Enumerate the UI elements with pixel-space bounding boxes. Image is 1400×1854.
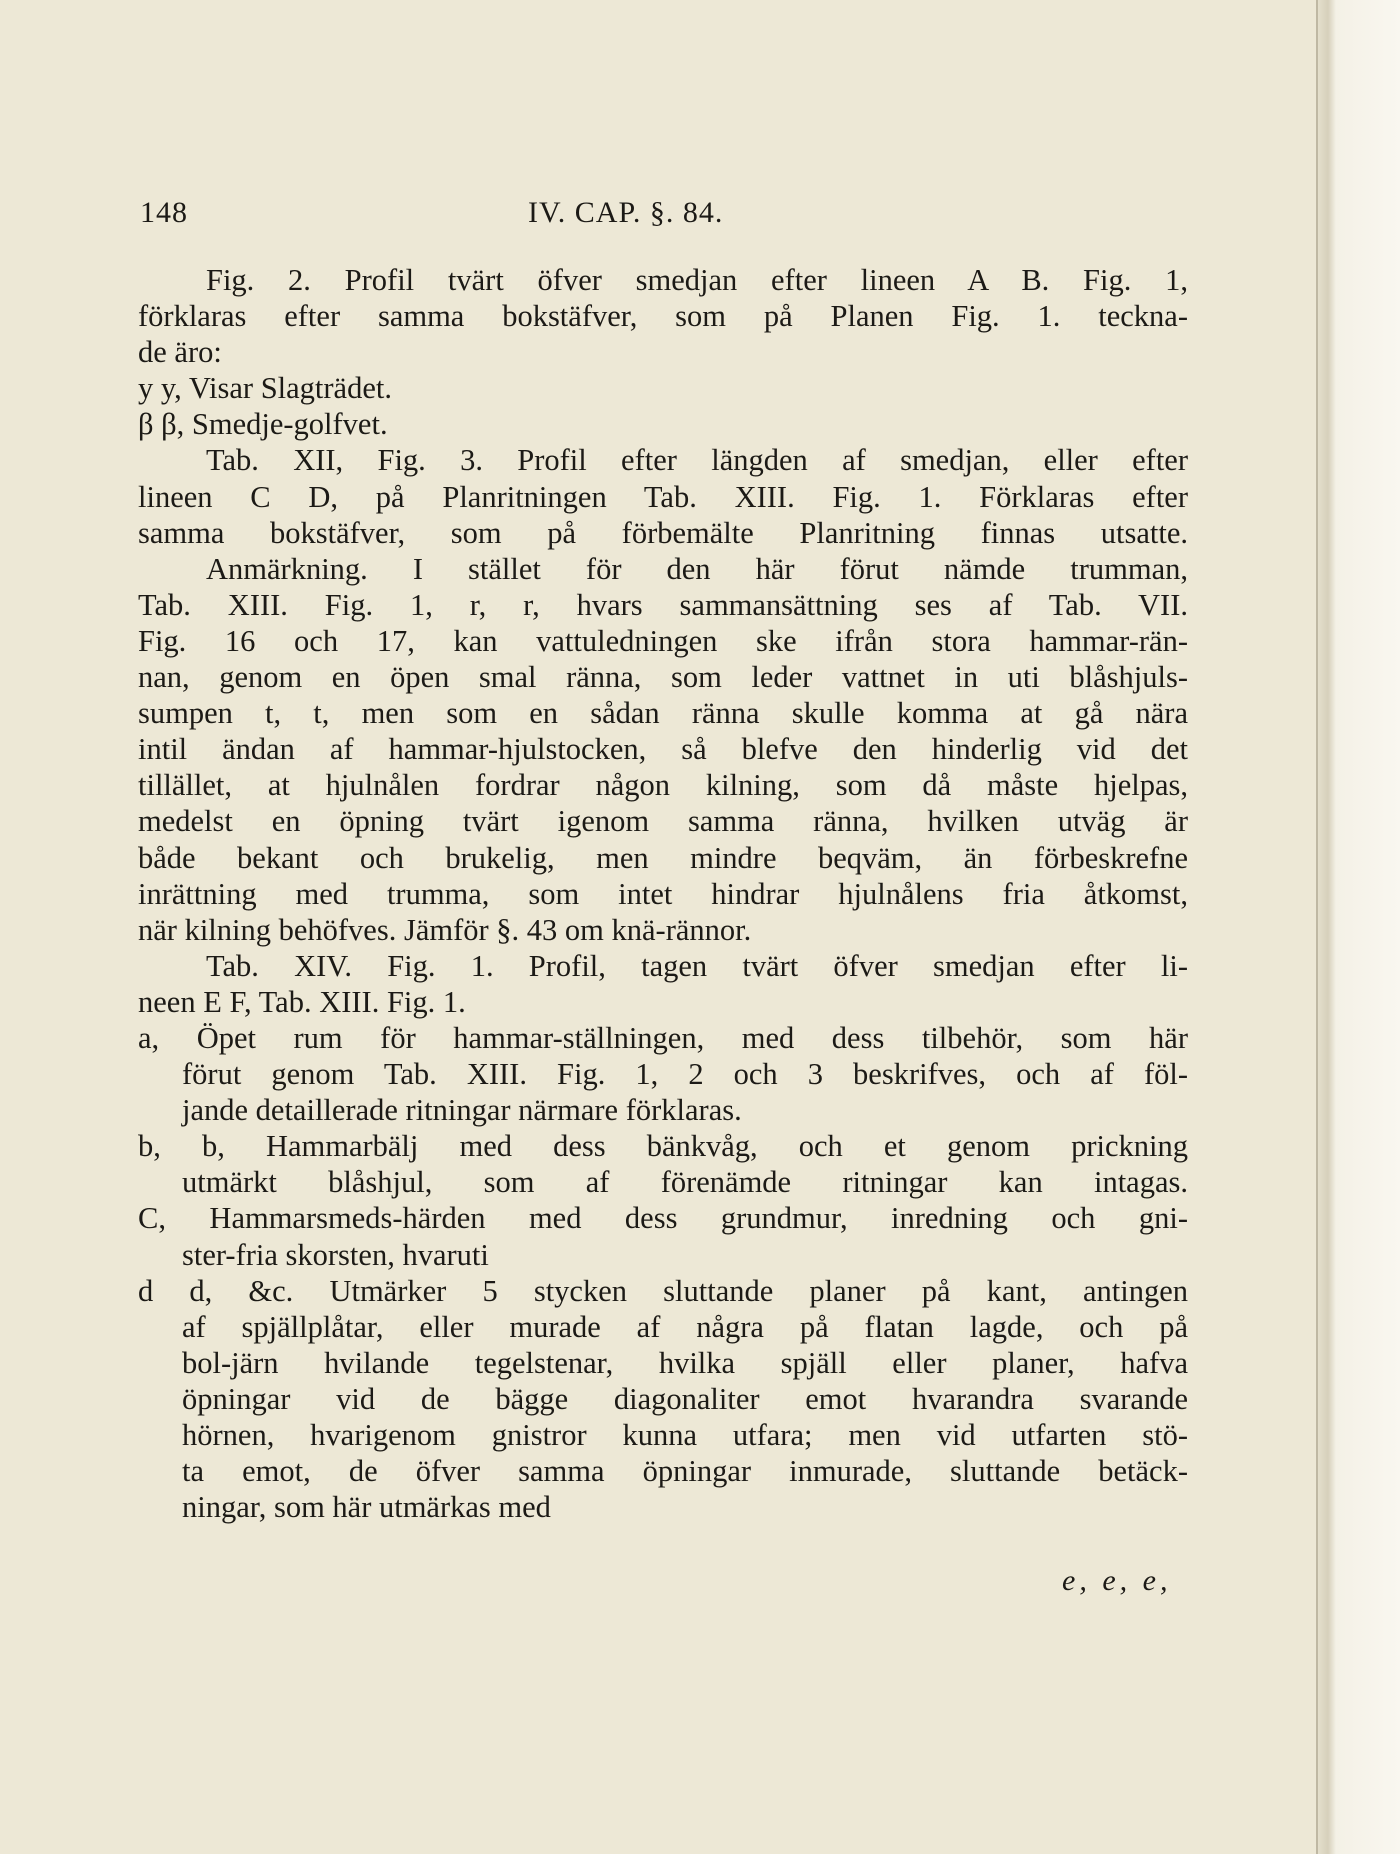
text-line: tillället, at hjulnålen fordrar någon kilning, som då måste hjelpas,: [138, 768, 1188, 803]
legend-line: hörnen, hvarigenom gnistror kunna utfara; men vid utfarten stö-: [182, 1418, 1188, 1452]
book-gutter: [1316, 0, 1400, 1854]
legend-line: förut genom Tab. XIII. Fig. 1, 2 och 3 beskrifves, och af föl-: [182, 1057, 1188, 1092]
legend-line: jande detaillerade ritningar närmare förklaras.: [182, 1093, 742, 1128]
catchword: e, e, e,: [1062, 1564, 1172, 1597]
legend-line: C, Hammarsmeds-härden med dess grundmur, inredning och gni-: [138, 1201, 1188, 1236]
text-line: Tab. XIII. Fig. 1, r, r, hvars sammansättning ses af Tab. VII.: [138, 587, 1188, 622]
legend-line: β β, Smedje-golfvet.: [138, 407, 388, 442]
text-line: när kilning behöfves. Jämför §. 43 om knä-rännor.: [138, 912, 752, 947]
text-line: förklaras efter samma bokstäfver, som på Planen Fig. 1. teckna-: [138, 299, 1188, 334]
text-line: Tab. XII, Fig. 3. Profil efter längden af smedjan, eller efter: [206, 443, 1188, 478]
text-line: samma bokstäfver, som på förbemälte Planritning finnas utsatte.: [138, 515, 1188, 550]
text-line: intil ändan af hammar-hjulstocken, så blefve den hinderlig vid det: [138, 732, 1188, 767]
legend-line: a, Öpet rum för hammar-ställningen, med dess tilbehör, som här: [138, 1020, 1188, 1055]
text-line: sumpen t, t, men som en sådan ränna skulle komma at gå nära: [138, 696, 1188, 731]
text-line: både bekant och brukelig, men mindre beqväm, än förbeskrefne: [138, 840, 1188, 875]
text-line: Tab. XIV. Fig. 1. Profil, tagen tvärt öfver smedjan efter li-: [206, 948, 1188, 983]
legend-line: ningar, som här utmärkas med: [182, 1490, 551, 1525]
annotation-line: Anmärkning. I stället för den här förut nämde trumman,: [206, 551, 1188, 586]
legend-line: b, b, Hammarbälj med dess bänkvåg, och et genom prickning: [138, 1129, 1188, 1164]
text-line: medelst en öpning tvärt igenom samma ränna, hvilken utväg är: [138, 804, 1188, 839]
legend-line: y y, Visar Slagträdet.: [138, 371, 392, 406]
legend-line: utmärkt blåshjul, som af förenämde ritningar kan intagas.: [182, 1165, 1188, 1200]
legend-line: ster-fria skorsten, hvaruti: [182, 1237, 489, 1272]
text-line: Fig. 16 och 17, kan vattuledningen ske ifrån stora hammar-rän-: [138, 623, 1188, 658]
text-line: de äro:: [138, 335, 222, 370]
body-text: [138, 262, 1188, 1525]
legend-line: öpningar vid de bägge diagonaliter emot hvarandra svarande: [182, 1381, 1188, 1416]
legend-line: af spjällplåtar, eller murade af några på flatan lagde, och på: [182, 1309, 1188, 1344]
text-line: inrättning med trumma, som intet hindrar hjulnålens fria åtkomst,: [138, 876, 1188, 911]
legend-line: bol-järn hvilande tegelstenar, hvilka spjäll eller planer, hafva: [182, 1345, 1188, 1380]
text-line: Fig. 2. Profil tvärt öfver smedjan efter lineen A B. Fig. 1,: [206, 263, 1188, 297]
text-line: lineen C D, på Planritningen Tab. XIII. Fig. 1. Förklaras efter: [138, 479, 1188, 514]
text-line: nan, genom en öpen smal ränna, som leder vattnet in uti blåshjuls-: [138, 660, 1188, 695]
legend-line: d d, &c. Utmärker 5 stycken sluttande planer på kant, antingen: [138, 1273, 1188, 1308]
page-header: [140, 196, 1200, 240]
text-line: neen E F, Tab. XIII. Fig. 1.: [138, 984, 466, 1019]
running-head: IV. CAP. §. 84.: [528, 196, 724, 229]
page-number: 148: [140, 196, 188, 229]
legend-line: ta emot, de öfver samma öpningar inmurade, sluttande betäck-: [182, 1454, 1188, 1489]
